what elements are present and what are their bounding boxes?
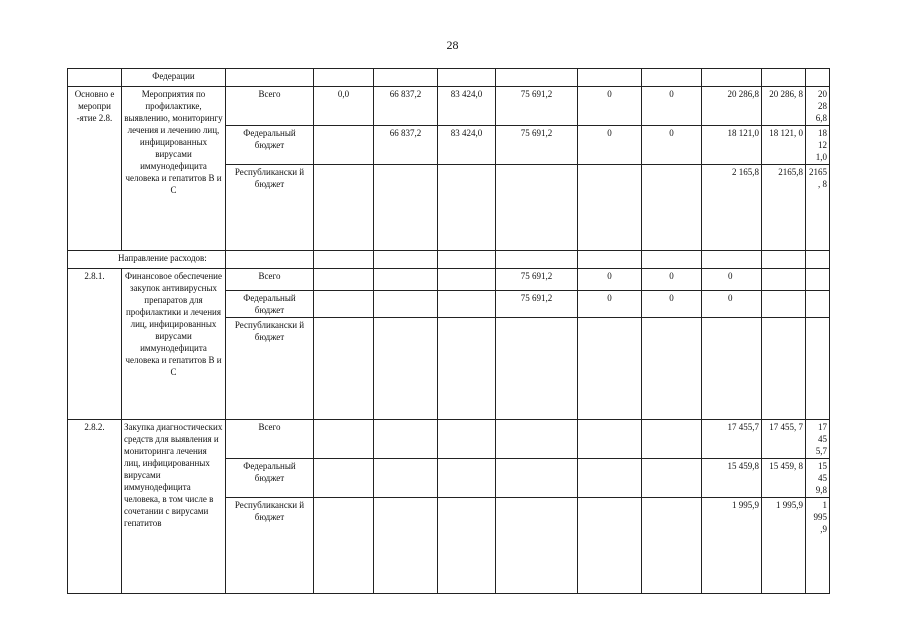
value-cell: 15 459,8 [702,459,762,498]
value-cell [496,498,578,594]
value-cell: 20 286,8 [702,87,762,126]
value-cell [496,165,578,251]
value-cell: 75 691,2 [496,126,578,165]
value-cell: 2165,8 [762,165,806,251]
value-cell: 83 424,0 [438,126,496,165]
value-cell: 0 [642,87,702,126]
value-cell [314,291,374,318]
value-cell [438,165,496,251]
value-cell [578,318,642,420]
source-cell: Федеральный бюджет [226,459,314,498]
value-cell [374,269,438,291]
value-cell: 66 837,2 [374,126,438,165]
value-cell [438,318,496,420]
value-cell: 1 995 ,9 [806,498,830,594]
value-cell: 20 286, 8 [762,87,806,126]
value-cell: 0,0 [314,87,374,126]
value-cell [642,420,702,459]
value-cell [806,269,830,291]
value-cell [642,498,702,594]
value-cell [578,498,642,594]
value-cell [762,318,806,420]
value-cell: 1 995,9 [702,498,762,594]
value-cell: 0 [702,291,762,318]
value-cell [438,269,496,291]
value-cell [314,318,374,420]
value-cell: 1 995,9 [762,498,806,594]
value-cell [314,165,374,251]
source-cell: Всего [226,87,314,126]
value-cell [374,291,438,318]
value-cell: 0 [578,291,642,318]
continuation-row [68,69,830,87]
direction-row [68,251,830,269]
value-cell [438,420,496,459]
value-cell: 17 455,7 [702,420,762,459]
source-cell: Всего [226,420,314,459]
main-number: Основно е меропри -ятие 2.8. [68,87,122,251]
value-cell [578,459,642,498]
page-number: 28 [446,38,459,52]
value-cell [374,498,438,594]
direction-label: Направление расходов: [68,251,226,269]
main-row-total [68,87,830,126]
value-cell [374,420,438,459]
value-cell [642,459,702,498]
value-cell: 15 45 9,8 [806,459,830,498]
value-cell [314,498,374,594]
budget-table [67,68,830,594]
source-cell: Федеральный бюджет [226,126,314,165]
value-cell: 0 [578,269,642,291]
description-continuation: Федерации [122,69,226,87]
value-cell [314,126,374,165]
value-cell [374,165,438,251]
value-cell: 66 837,2 [374,87,438,126]
value-cell: 2 165,8 [702,165,762,251]
item-282-description: Закупка диагностических средств для выявления и мониторинга лечения лиц, инфицированных вирусами иммунодефицита человека, в том числе в сочетании с вирусами гепатитов [122,420,226,594]
value-cell [642,318,702,420]
value-cell: 20 28 6,8 [806,87,830,126]
value-cell: 15 459, 8 [762,459,806,498]
source-cell: Республикански й бюджет [226,318,314,420]
source-cell: Федеральный бюджет [226,291,314,318]
value-cell [642,165,702,251]
value-cell [438,498,496,594]
value-cell: 0 [578,126,642,165]
source-cell: Всего [226,269,314,291]
main-description: Мероприятия по профилактике, выявлению, мониторингу лечения и лечению лиц, инфицированных вирусами иммунодефицита человека и гепатитов В и С [122,87,226,251]
value-cell: 18 12 1,0 [806,126,830,165]
value-cell: 75 691,2 [496,87,578,126]
value-cell [314,269,374,291]
value-cell: 0 [578,87,642,126]
value-cell [496,420,578,459]
value-cell: 18 121, 0 [762,126,806,165]
item-282-row-total [68,420,830,459]
value-cell: 2165, 8 [806,165,830,251]
value-cell [496,318,578,420]
item-281-description: Финансовое обеспечение закупок антивирусных препаратов для профилактики и лечения лиц, инфицированных вирусами иммунодефицита человека и гепатитов В и С [122,269,226,420]
source-cell: Республикански й бюджет [226,165,314,251]
value-cell [578,420,642,459]
value-cell [762,291,806,318]
item-281-row-total [68,269,830,291]
value-cell: 0 [642,126,702,165]
item-281-number: 2.8.1. [68,269,122,420]
value-cell [314,459,374,498]
value-cell [438,291,496,318]
value-cell [806,318,830,420]
value-cell [806,291,830,318]
value-cell: 18 121,0 [702,126,762,165]
value-cell [578,165,642,251]
value-cell: 75 691,2 [496,291,578,318]
source-cell: Республикански й бюджет [226,498,314,594]
item-282-number: 2.8.2. [68,420,122,594]
value-cell: 17 455, 7 [762,420,806,459]
value-cell [314,420,374,459]
value-cell [374,459,438,498]
value-cell [496,459,578,498]
value-cell [762,269,806,291]
value-cell: 0 [642,291,702,318]
value-cell: 0 [642,269,702,291]
value-cell: 83 424,0 [438,87,496,126]
value-cell [374,318,438,420]
value-cell [438,459,496,498]
value-cell [702,318,762,420]
value-cell: 17 45 5,7 [806,420,830,459]
value-cell: 75 691,2 [496,269,578,291]
value-cell: 0 [702,269,762,291]
